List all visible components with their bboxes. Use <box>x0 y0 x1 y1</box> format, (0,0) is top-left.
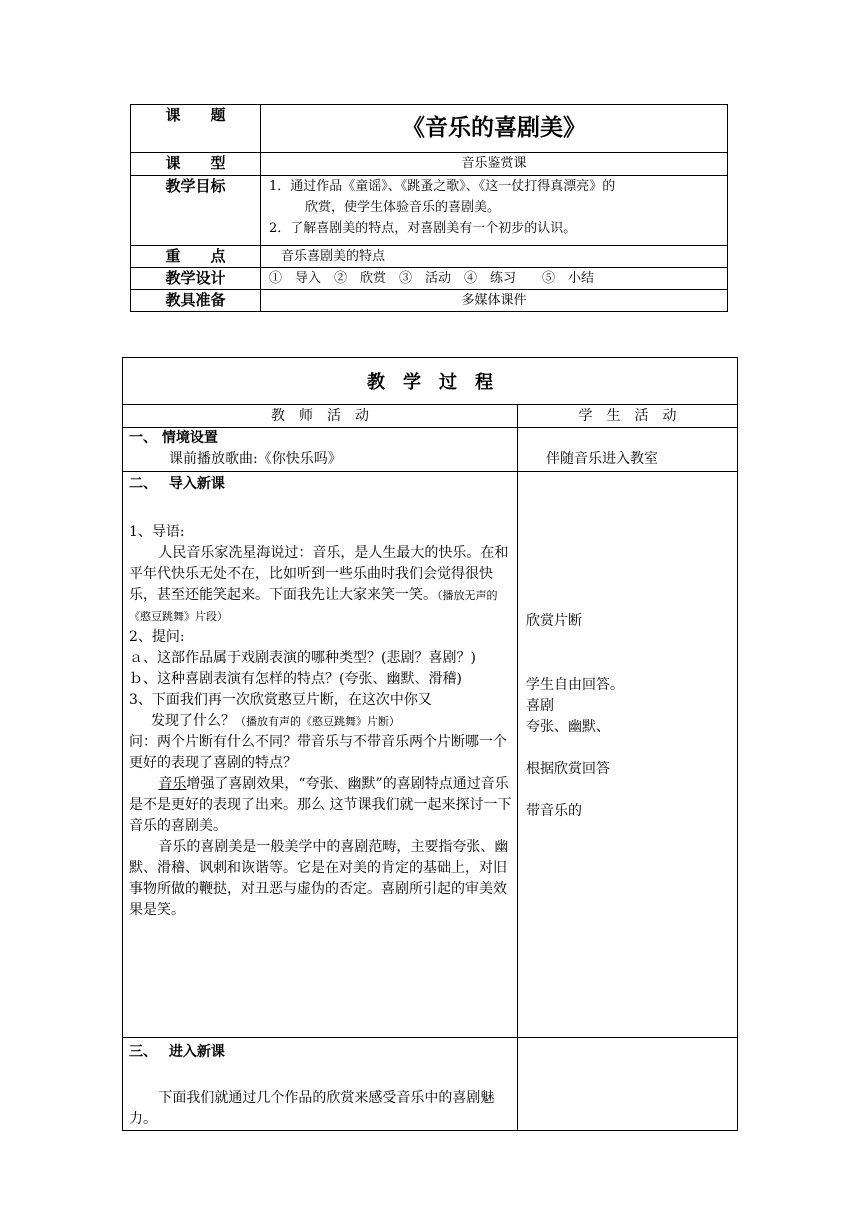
section-1-student-text: 伴随音乐进入教室 <box>546 451 658 467</box>
section-3-text: 下面我们就通过几个作品的欣赏来感受音乐中的喜剧魅力。 <box>129 1090 495 1127</box>
tools-value: 多媒体课件 <box>261 290 728 312</box>
topic-label: 课 题 <box>131 105 261 153</box>
goals-list <box>261 176 728 246</box>
goal-item: 1．通过作品《童谣》、《跳蚤之歌》、《这一仗打得真漂亮》的 <box>269 179 616 194</box>
intro-label: 1、导语: <box>129 524 185 540</box>
lesson-info-table <box>130 104 728 312</box>
section-2-teacher <box>123 472 518 1038</box>
student-answer: 欣赏片断 <box>526 613 582 629</box>
goal-item: 欣赏，使学生体验音乐的喜剧美。 <box>305 200 501 215</box>
question-3: 3、下面我们再一次欣赏憨豆片断，在这次中你又 <box>129 692 432 708</box>
question-3-cont: 发现了什么？（播放有声的《憨豆跳舞》片断） <box>151 713 400 729</box>
design-value: ① 导入 ② 欣赏 ③ 活动 ④ 练习 ⑤ 小结 <box>261 268 728 290</box>
section-1-student <box>518 428 738 472</box>
play-sound-note: （播放有声的《憨豆跳舞》片断） <box>235 715 400 728</box>
section-2-heading: 二、 导入新课 <box>129 476 225 492</box>
section-1-teacher <box>123 428 518 472</box>
lesson-title: 《音乐的喜剧美》 <box>402 115 586 141</box>
question-4: 问：两个片断有什么不同？带音乐与不带音乐两个片断哪一个更好的表现了喜剧的特点？ <box>129 734 507 771</box>
section-3-heading: 三、 进入新课 <box>129 1044 225 1060</box>
process-title: 教 学 过 程 <box>123 358 738 405</box>
intro-paragraph: 人民音乐家冼星海说过：音乐，是人生最大的快乐。在和平年代快乐无处不在，比如听到一些乐曲时我们会觉得很快乐，甚至还能笑起来。下面我先让大家来笑一笑。（播放无声的《憨豆跳舞》片段） <box>129 545 509 623</box>
student-answer: 根据欣赏回答 <box>526 761 610 777</box>
key-value: 音乐喜剧美的特点 <box>261 246 728 268</box>
goals-label: 教学目标 <box>131 176 261 246</box>
comedy-definition-paragraph: 音乐的喜剧美是一般美学中的喜剧范畴，主要指夸张、幽默、滑稽、讽刺和诙谐等。它是在对美的肯定的基础上，对旧事物所做的鞭挞，对丑恶与虚伪的否定。喜剧所引起的审美效果是笑。 <box>129 839 509 918</box>
student-answer: 学生自由回答。 <box>526 677 624 693</box>
section-2-student <box>518 472 738 1038</box>
student-answer: 带音乐的 <box>526 803 582 819</box>
student-answer: 夸张、幽默、 <box>526 719 610 735</box>
design-label: 教学设计 <box>131 268 261 290</box>
section-1-heading: 一、 情境设置 <box>129 430 218 446</box>
key-label: 重 点 <box>131 246 261 268</box>
type-label: 课 型 <box>131 153 261 176</box>
student-answer: 喜剧 <box>526 698 554 714</box>
question-b: ｂ、这种喜剧表演有怎样的特点？(夸张、幽默、滑稽) <box>129 671 462 687</box>
section-3-teacher <box>123 1038 518 1131</box>
type-value: 音乐鉴赏课 <box>261 153 728 176</box>
ask-label: 2、提问: <box>129 629 185 645</box>
tools-label: 教具准备 <box>131 290 261 312</box>
student-activity-header: 学 生 活 动 <box>518 405 738 428</box>
goal-item: 2．了解喜剧美的特点，对喜剧美有一个初步的认识。 <box>269 221 577 236</box>
section-3-student <box>518 1038 738 1131</box>
music-paragraph: 音乐增强了喜剧效果，“夸张、幽默”的喜剧特点通过音乐是不是更好的表现了出来。那么 这节课我们就一起来探讨一下音乐的喜剧美。 <box>129 776 512 834</box>
teaching-process-table <box>122 357 738 1131</box>
question-a: ａ、这部作品属于戏剧表演的哪种类型？(悲剧？喜剧？) <box>129 650 476 666</box>
section-1-text: 课前播放歌曲:《你快乐吗》 <box>169 451 342 467</box>
teacher-activity-header: 教 师 活 动 <box>123 405 518 428</box>
play-silent-note: （播放无声的《憨豆跳舞》片段） <box>129 589 498 623</box>
